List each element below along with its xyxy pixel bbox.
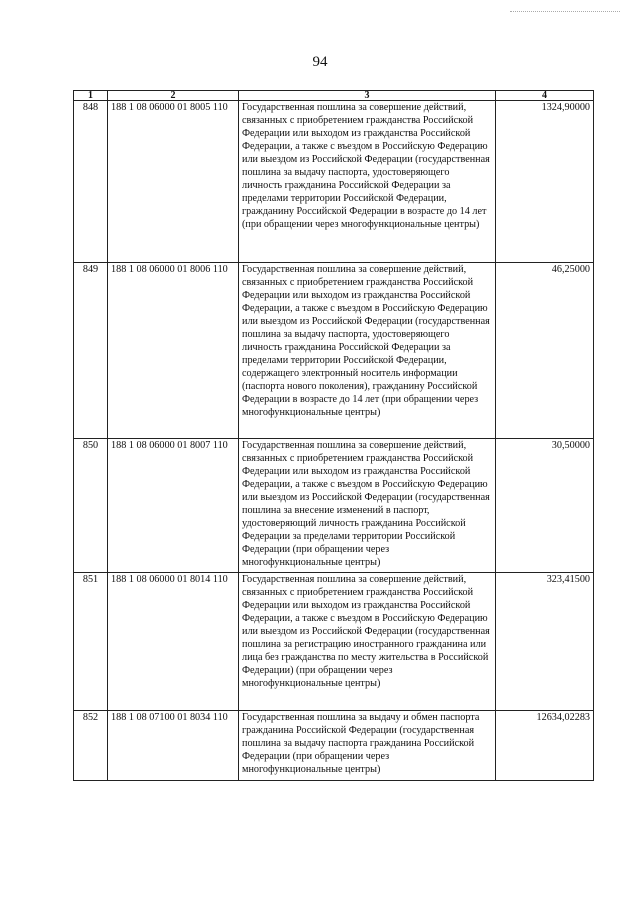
fee-amount: 46,25000	[496, 263, 594, 439]
row-number: 850	[74, 439, 108, 573]
fee-table	[73, 90, 594, 781]
scan-artifact-line	[510, 11, 620, 12]
header-col-4: 4	[496, 91, 594, 101]
page-number: 94	[312, 54, 328, 70]
fee-description: Государственная пошлина за совершение действий, связанных с приобретением гражданства Российской Федерации или выходом из гражданства Российской Федерации, а также с въездом в Российскую Федерацию или выездом из Российской Федерации (государственная пошлина за выдачу паспорта, удостоверяющего личность гражданина Российской Федерации за пределами территории Российской Федерации, гражданину Российской Федерации в возрасте до 14 лет (при обращении через многофункциональные центры)	[239, 101, 496, 263]
fee-description: Государственная пошлина за совершение действий, связанных с приобретением гражданства Российской Федерации или выходом из гражданства Российской Федерации, а также с въездом в Российскую Федерацию или выездом из Российской Федерации (государственная пошлина за выдачу паспорта, удостоверяющего личность гражданина Российской Федерации за пределами территории Российской Федерации, содержащего электронный носитель информации (паспорта нового поколения), гражданину Российской Федерации в возрасте до 14 лет (при обращении через многофункциональные центры)	[239, 263, 496, 439]
table-row	[74, 573, 594, 711]
budget-code: 188 1 08 06000 01 8006 110	[108, 263, 239, 439]
table-row	[74, 263, 594, 439]
budget-code: 188 1 08 06000 01 8005 110	[108, 101, 239, 263]
fee-amount: 1324,90000	[496, 101, 594, 263]
fee-description: Государственная пошлина за выдачу и обмен паспорта гражданина Российской Федерации (государственная пошлина за выдачу паспорта гражданина Российской Федерации (при обращении через многофункциональные центры)	[239, 711, 496, 781]
table-header-row	[74, 91, 594, 101]
budget-code: 188 1 08 06000 01 8007 110	[108, 439, 239, 573]
fee-amount: 12634,02283	[496, 711, 594, 781]
row-number: 849	[74, 263, 108, 439]
budget-code: 188 1 08 07100 01 8034 110	[108, 711, 239, 781]
fee-amount: 323,41500	[496, 573, 594, 711]
table-row	[74, 101, 594, 263]
header-col-3: 3	[239, 91, 496, 101]
fee-amount: 30,50000	[496, 439, 594, 573]
fee-description: Государственная пошлина за совершение действий, связанных с приобретением гражданства Российской Федерации или выходом из гражданства Российской Федерации, а также с въездом в Российскую Федерацию или выездом из Российской Федерации (государственная пошлина за внесение изменений в паспорт, удостоверяющий личность гражданина Российской Федерации за пределами территории Российской Федерации (при обращении через многофункциональные центры)	[239, 439, 496, 573]
row-number: 848	[74, 101, 108, 263]
table-row	[74, 439, 594, 573]
header-col-2: 2	[108, 91, 239, 101]
row-number: 851	[74, 573, 108, 711]
budget-code: 188 1 08 06000 01 8014 110	[108, 573, 239, 711]
table-row	[74, 711, 594, 781]
header-col-1: 1	[74, 91, 108, 101]
fee-description: Государственная пошлина за совершение действий, связанных с приобретением гражданства Российской Федерации или выходом из гражданства Российской Федерации, а также с въездом в Российскую Федерацию или выездом из Российской Федерации (государственная пошлина за регистрацию иностранного гражданина или лица без гражданства по месту жительства в Российской Федерации) (при обращении через многофункциональные центры)	[239, 573, 496, 711]
row-number: 852	[74, 711, 108, 781]
